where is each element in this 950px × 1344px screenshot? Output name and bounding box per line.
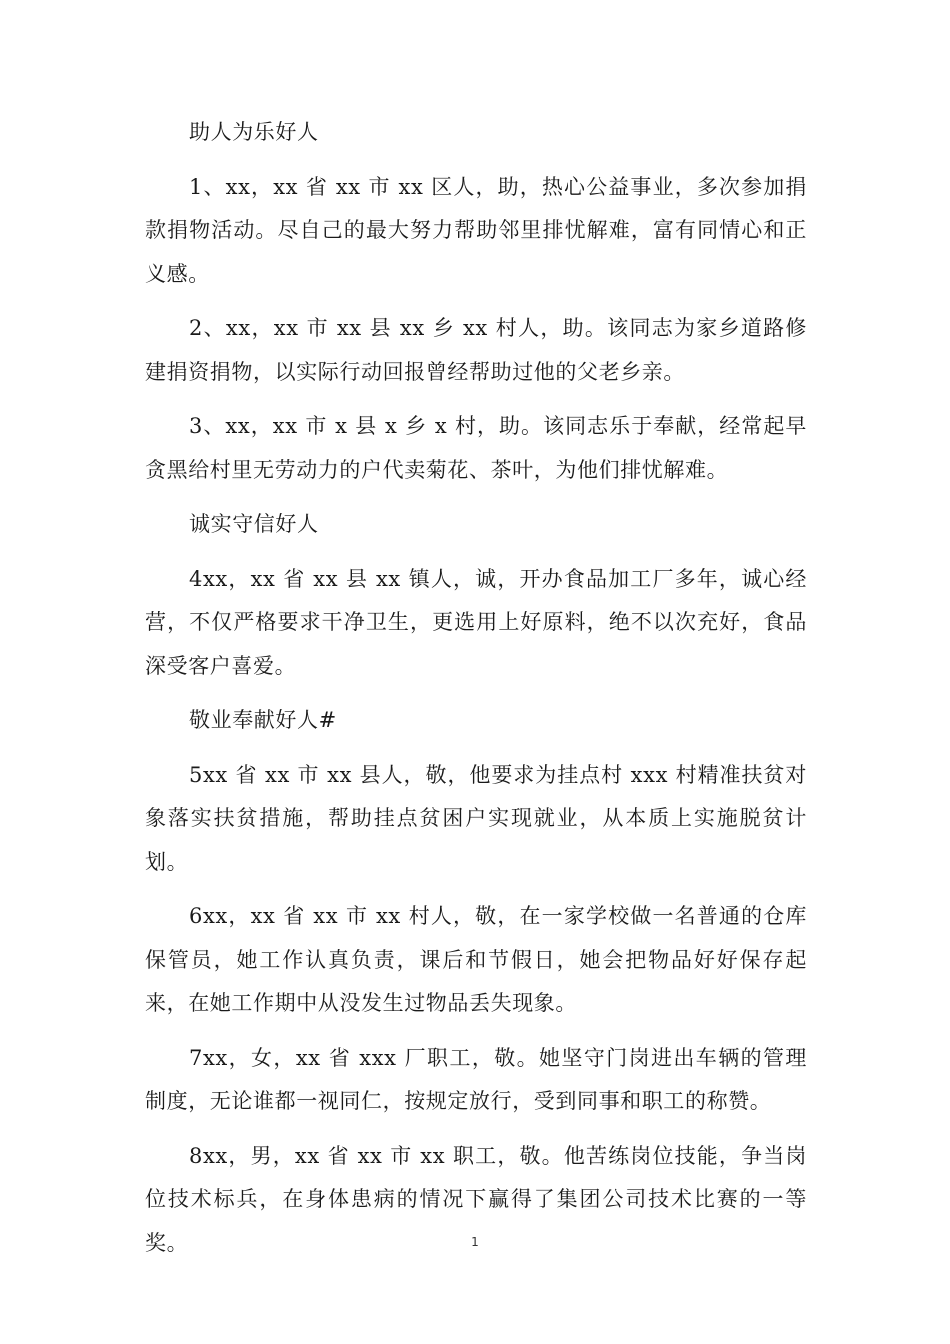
page-number: 1 bbox=[471, 1235, 479, 1249]
section-heading-honesty: 诚实守信好人 bbox=[189, 512, 319, 536]
paragraph-5: 5xx 省 xx 市 xx 县人，敬，他要求为挂点村 xxx 村精准扶贫对象落实扶贫措施，帮助挂点贫困户实现就业，从本质上实施脱贫计划。 bbox=[145, 762, 807, 874]
paragraph-7: 7xx，女，xx 省 xxx 厂职工，敬。她坚守门岗进出车辆的管理制度，无论谁都一视同仁，按规定放行，受到同事和职工的称赞。 bbox=[145, 1045, 807, 1113]
paragraph-3: 3、xx，xx 市 x 县 x 乡 x 村，助。该同志乐于奉献，经常起早贪黑给村里无劳动力的户代卖菊花、茶叶，为他们排忧解难。 bbox=[145, 414, 807, 482]
paragraph-4: 4xx，xx 省 xx 县 xx 镇人，诚，开办食品加工厂多年，诚心经营，不仅严格要求干净卫生，更选用上好原料，绝不以次充好，食品深受客户喜爱。 bbox=[145, 566, 807, 678]
paragraph-6: 6xx，xx 省 xx 市 xx 村人，敬，在一家学校做一名普通的仓库保管员，她工作认真负责，课后和节假日，她会把物品好好保存起来，在她工作期中从没发生过物品丢失现象。 bbox=[145, 904, 807, 1015]
paragraph-8: 8xx，男，xx 省 xx 市 xx 职工，敬。他苦练岗位技能，争当岗位技术标兵，在身体患病的情况下赢得了集团公司技术比赛的一等奖。 bbox=[145, 1143, 807, 1255]
section-heading-helping: 助人为乐好人 bbox=[189, 120, 319, 144]
paragraph-1: 1、xx，xx 省 xx 市 xx 区人，助，热心公益事业，多次参加捐款捐物活动。尽自己的最大努力帮助邻里排忧解难，富有同情心和正义感。 bbox=[145, 174, 807, 286]
section-heading-dedication: 敬业奉献好人# bbox=[189, 708, 337, 732]
document-body bbox=[145, 111, 807, 1276]
paragraph-2: 2、xx，xx 市 xx 县 xx 乡 xx 村人，助。该同志为家乡道路修建捐资捐物，以实际行动回报曾经帮助过他的父老乡亲。 bbox=[145, 316, 807, 384]
